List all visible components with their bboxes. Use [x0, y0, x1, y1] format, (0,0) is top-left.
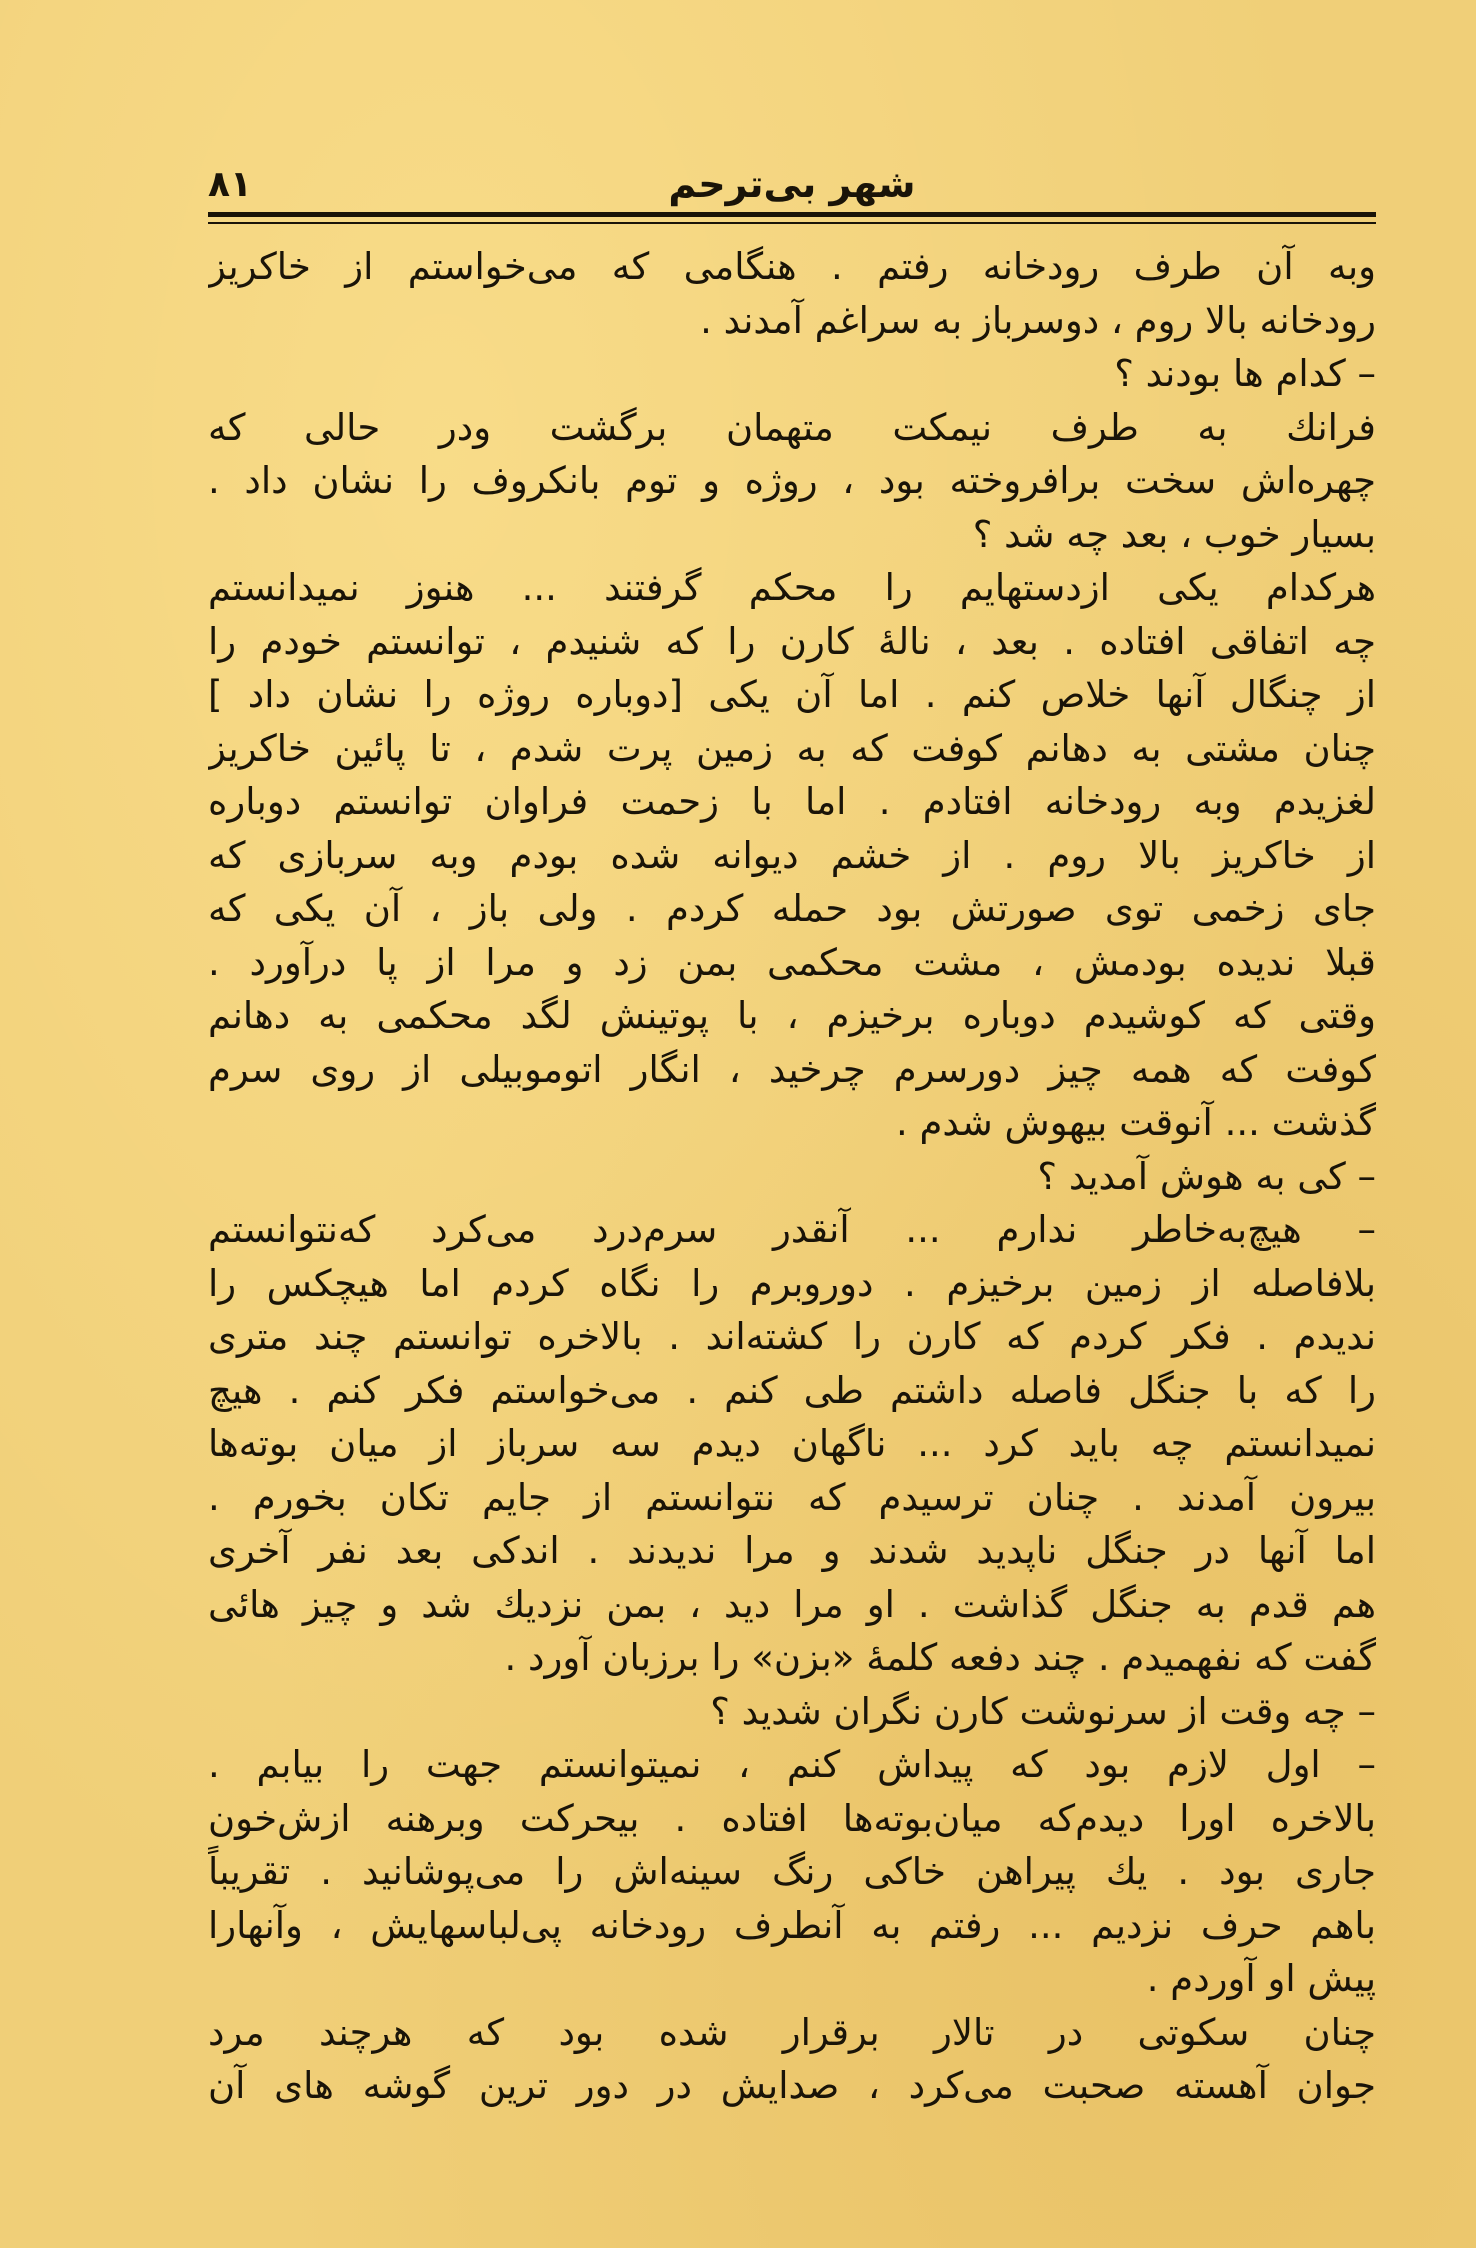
text-line: – کدام ها بودند ؟ [1114, 352, 1376, 395]
text-line: وبه آن طرف رودخانه رفتم . هنگامی که می‌خواستم از خاکریز [208, 245, 1376, 288]
text-line: – چه وقت از سرنوشت کارن نگران شدید ؟ [710, 1689, 1376, 1733]
text-line: ندیدم . فکر کردم که کارن را کشته‌اند . بالاخره توانستم چند متری [208, 1315, 1376, 1358]
text-line: نمیدانستم چه باید کرد ... ناگهان دیدم سه سرباز از میان بوته‌ها [208, 1422, 1376, 1465]
text-line: وقتی که کوشیدم دوباره برخیزم ، با پوتینش لگد محکمی به دهانم [208, 994, 1376, 1037]
text-line: اما آنها در جنگل ناپدید شدند و مرا ندیدند . اندکی بعد نفر آخری [208, 1529, 1376, 1572]
text-line: چنان سکوتی در تالار برقرار شده بود که هرچند مرد [208, 2010, 1376, 2054]
text-line: هرکدام یکی ازدستهایم را محکم گرفتند ... هنوز نمیدانستم [208, 566, 1376, 609]
text-line: باهم حرف نزدیم ... رفتم به آنطرف رودخانه پی‌لباسهایش ، وآنهارا [208, 1903, 1376, 1947]
text-line: بیرون آمدند . چنان ترسیدم که نتوانستم از جایم تکان بخورم . [208, 1475, 1376, 1519]
body-text [208, 240, 1376, 2113]
text-line: چهره‌اش سخت برافروخته بود ، روژه و توم بانکروف را نشان داد . [208, 459, 1376, 502]
page-header [208, 160, 1376, 212]
page-number: ۸۱ [208, 164, 252, 205]
text-line: هم قدم به جنگل گذاشت . او مرا دید ، بمن نزدیك شد و چیز هائی [208, 1582, 1376, 1626]
text-line: گذشت ... آنوقت بیهوش شدم . [895, 1101, 1376, 1144]
text-line: بلافاصله از زمین برخیزم . دوروبرم را نگاه کردم اما هیچکس را [208, 1261, 1376, 1305]
text-line: فرانك به طرف نیمکت متهمان برگشت ودر حالی که [208, 405, 1376, 449]
text-line: جوان آهسته صحبت می‌کرد ، صدایش در دور ترین گوشه های آن [208, 2064, 1376, 2107]
text-line: گفت که نفهمیدم . چند دفعه کلمهٔ «بزن» را برزبان آورد . [504, 1636, 1376, 1679]
text-line: بالاخره اورا دیدم‌که میان‌بوته‌ها افتاده . بیحرکت وبرهنه ازش‌خون [208, 1796, 1376, 1840]
text-line: قبلا ندیده بودمش ، مشت محکمی بمن زد و مرا از پا درآورد . [208, 940, 1376, 984]
text-line: لغزیدم وبه رودخانه افتادم . اما با زحمت فراوان توانستم دوباره [208, 780, 1376, 823]
text-line: بسیار خوب ، بعد چه شد ؟ [972, 512, 1376, 556]
text-line: – هیچ‌به‌خاطر ندارم ... آنقدر سرم‌درد می‌کرد که‌نتوانستم [208, 1208, 1376, 1251]
text-line: پیش او آوردم . [1146, 1957, 1376, 2000]
text-line: کوفت که همه چیز دورسرم چرخید ، انگار اتوموبیلی از روی سرم [208, 1047, 1376, 1091]
text-line: – کی به هوش آمدید ؟ [1037, 1154, 1376, 1198]
running-title: شهر بی‌ترحم [668, 162, 916, 206]
text-line: جاری بود . یك پیراهن خاکی رنگ سینه‌اش را می‌پوشانید . تقریباً [208, 1850, 1376, 1893]
text-line: چه اتفاقی افتاده . بعد ، نالهٔ کارن را که شنیدم ، توانستم خودم را [208, 619, 1376, 663]
text-line: از خاکریز بالا روم . از خشم دیوانه شده بودم وبه سربازی که [208, 833, 1376, 877]
header-rule-thick [208, 212, 1376, 217]
text-line: را که با جنگل فاصله داشتم طی کنم . می‌خواستم فکر کنم . هیچ [208, 1368, 1376, 1412]
text-line: از چنگال آنها خلاص کنم . اما آن یکی [دوباره روژه را نشان داد ] [208, 673, 1376, 716]
text-line: – اول لازم بود که پیداش کنم ، نمیتوانستم جهت را بیابم . [208, 1743, 1376, 1786]
text-line: جای زخمی توی صورتش بود حمله کردم . ولی باز ، آن یکی که [208, 887, 1376, 930]
text-line: رودخانه بالا روم ، دوسرباز به سراغم آمدند . [700, 298, 1376, 342]
header-rule-thin [208, 222, 1376, 224]
text-line: چنان مشتی به دهانم کوفت که به زمین پرت شدم ، تا پائین خاکریز [208, 726, 1376, 770]
